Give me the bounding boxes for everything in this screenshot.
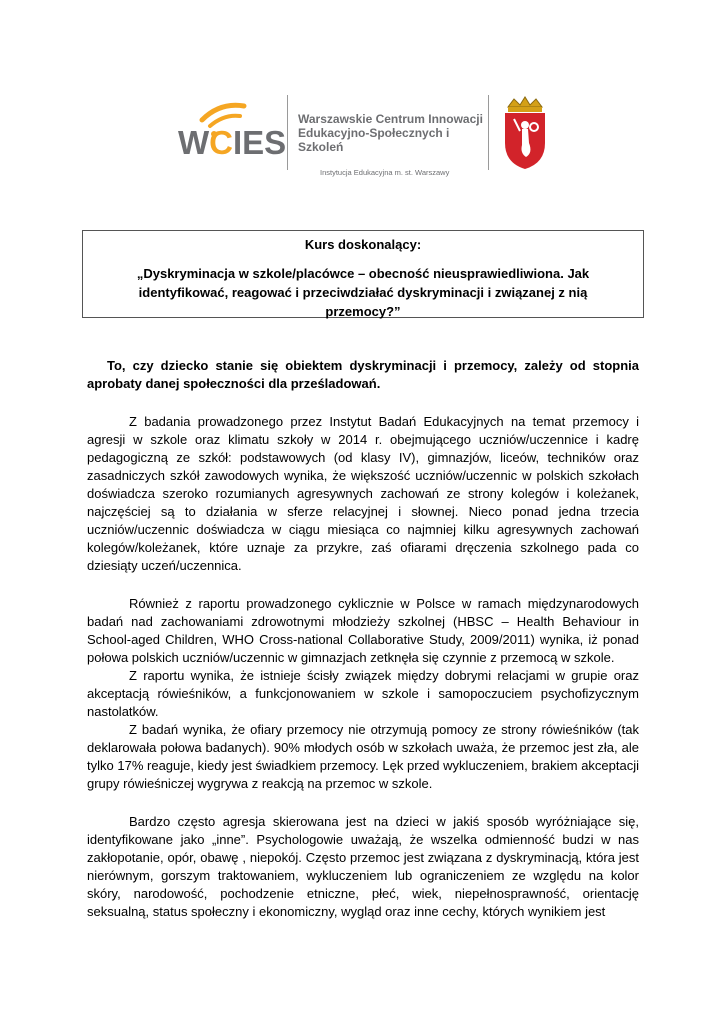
document-body — [87, 357, 639, 921]
organization-block — [298, 112, 488, 177]
wcies-logo: WCIES — [178, 124, 287, 161]
header-divider-right — [488, 95, 489, 170]
lead-paragraph: To, czy dziecko stanie się obiektem dyskryminacji i przemocy, zależy od stopnia aprobaty danej społeczności dla prześladowań. — [87, 358, 639, 391]
page-header — [0, 0, 725, 200]
org-subtitle: Instytucja Edukacyjna m. st. Warszawy — [320, 168, 450, 177]
course-title-box — [82, 230, 644, 318]
org-name-line2: Edukacyjno-Społecznych i Szkoleń — [298, 126, 450, 154]
course-label: Kurs doskonalący: — [304, 237, 422, 252]
paragraph-1: Z badania prowadzonego przez Instytut Badań Edukacyjnych na temat przemocy i agresji w szkole oraz klimatu szkoły w 2014 r. obejmującego uczniów/uczennice i kadrę pedagogiczną ze szkół: podstawowych (od klasy IV), gimnazjów, liceów, techników oraz zasadniczych szkół zawodowych wynika, że większość uczniów/uczennic w polskich szkołach doświadcza szeroko rozumianych agresywnych zachowań ze strony kolegów i koleżanek, najczęściej są to działania w sferze relacyjnej i słownej. Nieco ponad jedna trzecia uczniów/uczennic doświadcza w ciągu miesiąca co najmniej kilku agresywnych zachowań kolegów/koleżanek, które uznaje za przykre, zaś ofiarami dręczenia szkolnego pada co dziesiąty uczeń/uczennica. — [87, 414, 639, 573]
warsaw-crest-icon — [500, 95, 550, 171]
org-name-line1: Warszawskie Centrum Innowacji — [298, 112, 483, 126]
paragraph-3: Z raportu wynika, że istnieje ścisły związek między dobrymi relacjami w grupie oraz akceptacją rówieśników, a funkcjonowaniem w szkole i samopoczuciem psychofizycznym nastolatków. — [87, 668, 639, 719]
paragraph-4: Z badań wynika, że ofiary przemocy nie otrzymują pomocy ze strony rówieśników (tak deklarowała połowa badanych). 90% młodych osób w szkołach uważa, że przemoc jest zła, ale tylko 17% reaguje, kiedy jest świadkiem przemocy. Lęk przed wykluczeniem, brakiem akceptacji grupy rówieśniczej wygrywa z reakcją na przemoc w szkole. — [87, 722, 639, 791]
paragraph-2: Również z raportu prowadzonego cyklicznie w Polsce w ramach międzynarodowych badań nad zachowaniami zdrowotnymi młodzieży szkolnej (HBSC – Health Behaviour in School-aged Children, WHO Cross-national Collaborative Study, 2009/2011) wynika, iż ponad połowa polskich uczniów/uczennic w gimnazjach zetknęła się czynnie z przemocą w szkole. — [87, 596, 639, 665]
paragraph-5: Bardzo często agresja skierowana jest na dzieci w jakiś sposób wyróżniające się, identyfikowane jako „inne”. Psychologowie uważają, że wszelka odmienność budzi w nas zakłopotanie, opór, obawę , niepokój. Często przemoc jest związana z dyskryminacją, która jest nierównym, gorszym traktowaniem, wykluczeniem lub ograniczeniem ze względu na kolor skóry, narodowość, pochodzenie etniczne, płeć, wiek, niepełnosprawność, orientację seksualną, status społeczny i ekonomiczny, wygląd oraz inne cechy, których wynikiem jest — [87, 814, 639, 919]
header-divider-left — [287, 95, 288, 170]
course-title: „Dyskryminacja w szkole/placówce – obecność nieusprawiedliwiona. Jak identyfikować, reagować i przeciwdziałać dyskryminacji i związanej z nią przemocy?” — [136, 266, 590, 319]
